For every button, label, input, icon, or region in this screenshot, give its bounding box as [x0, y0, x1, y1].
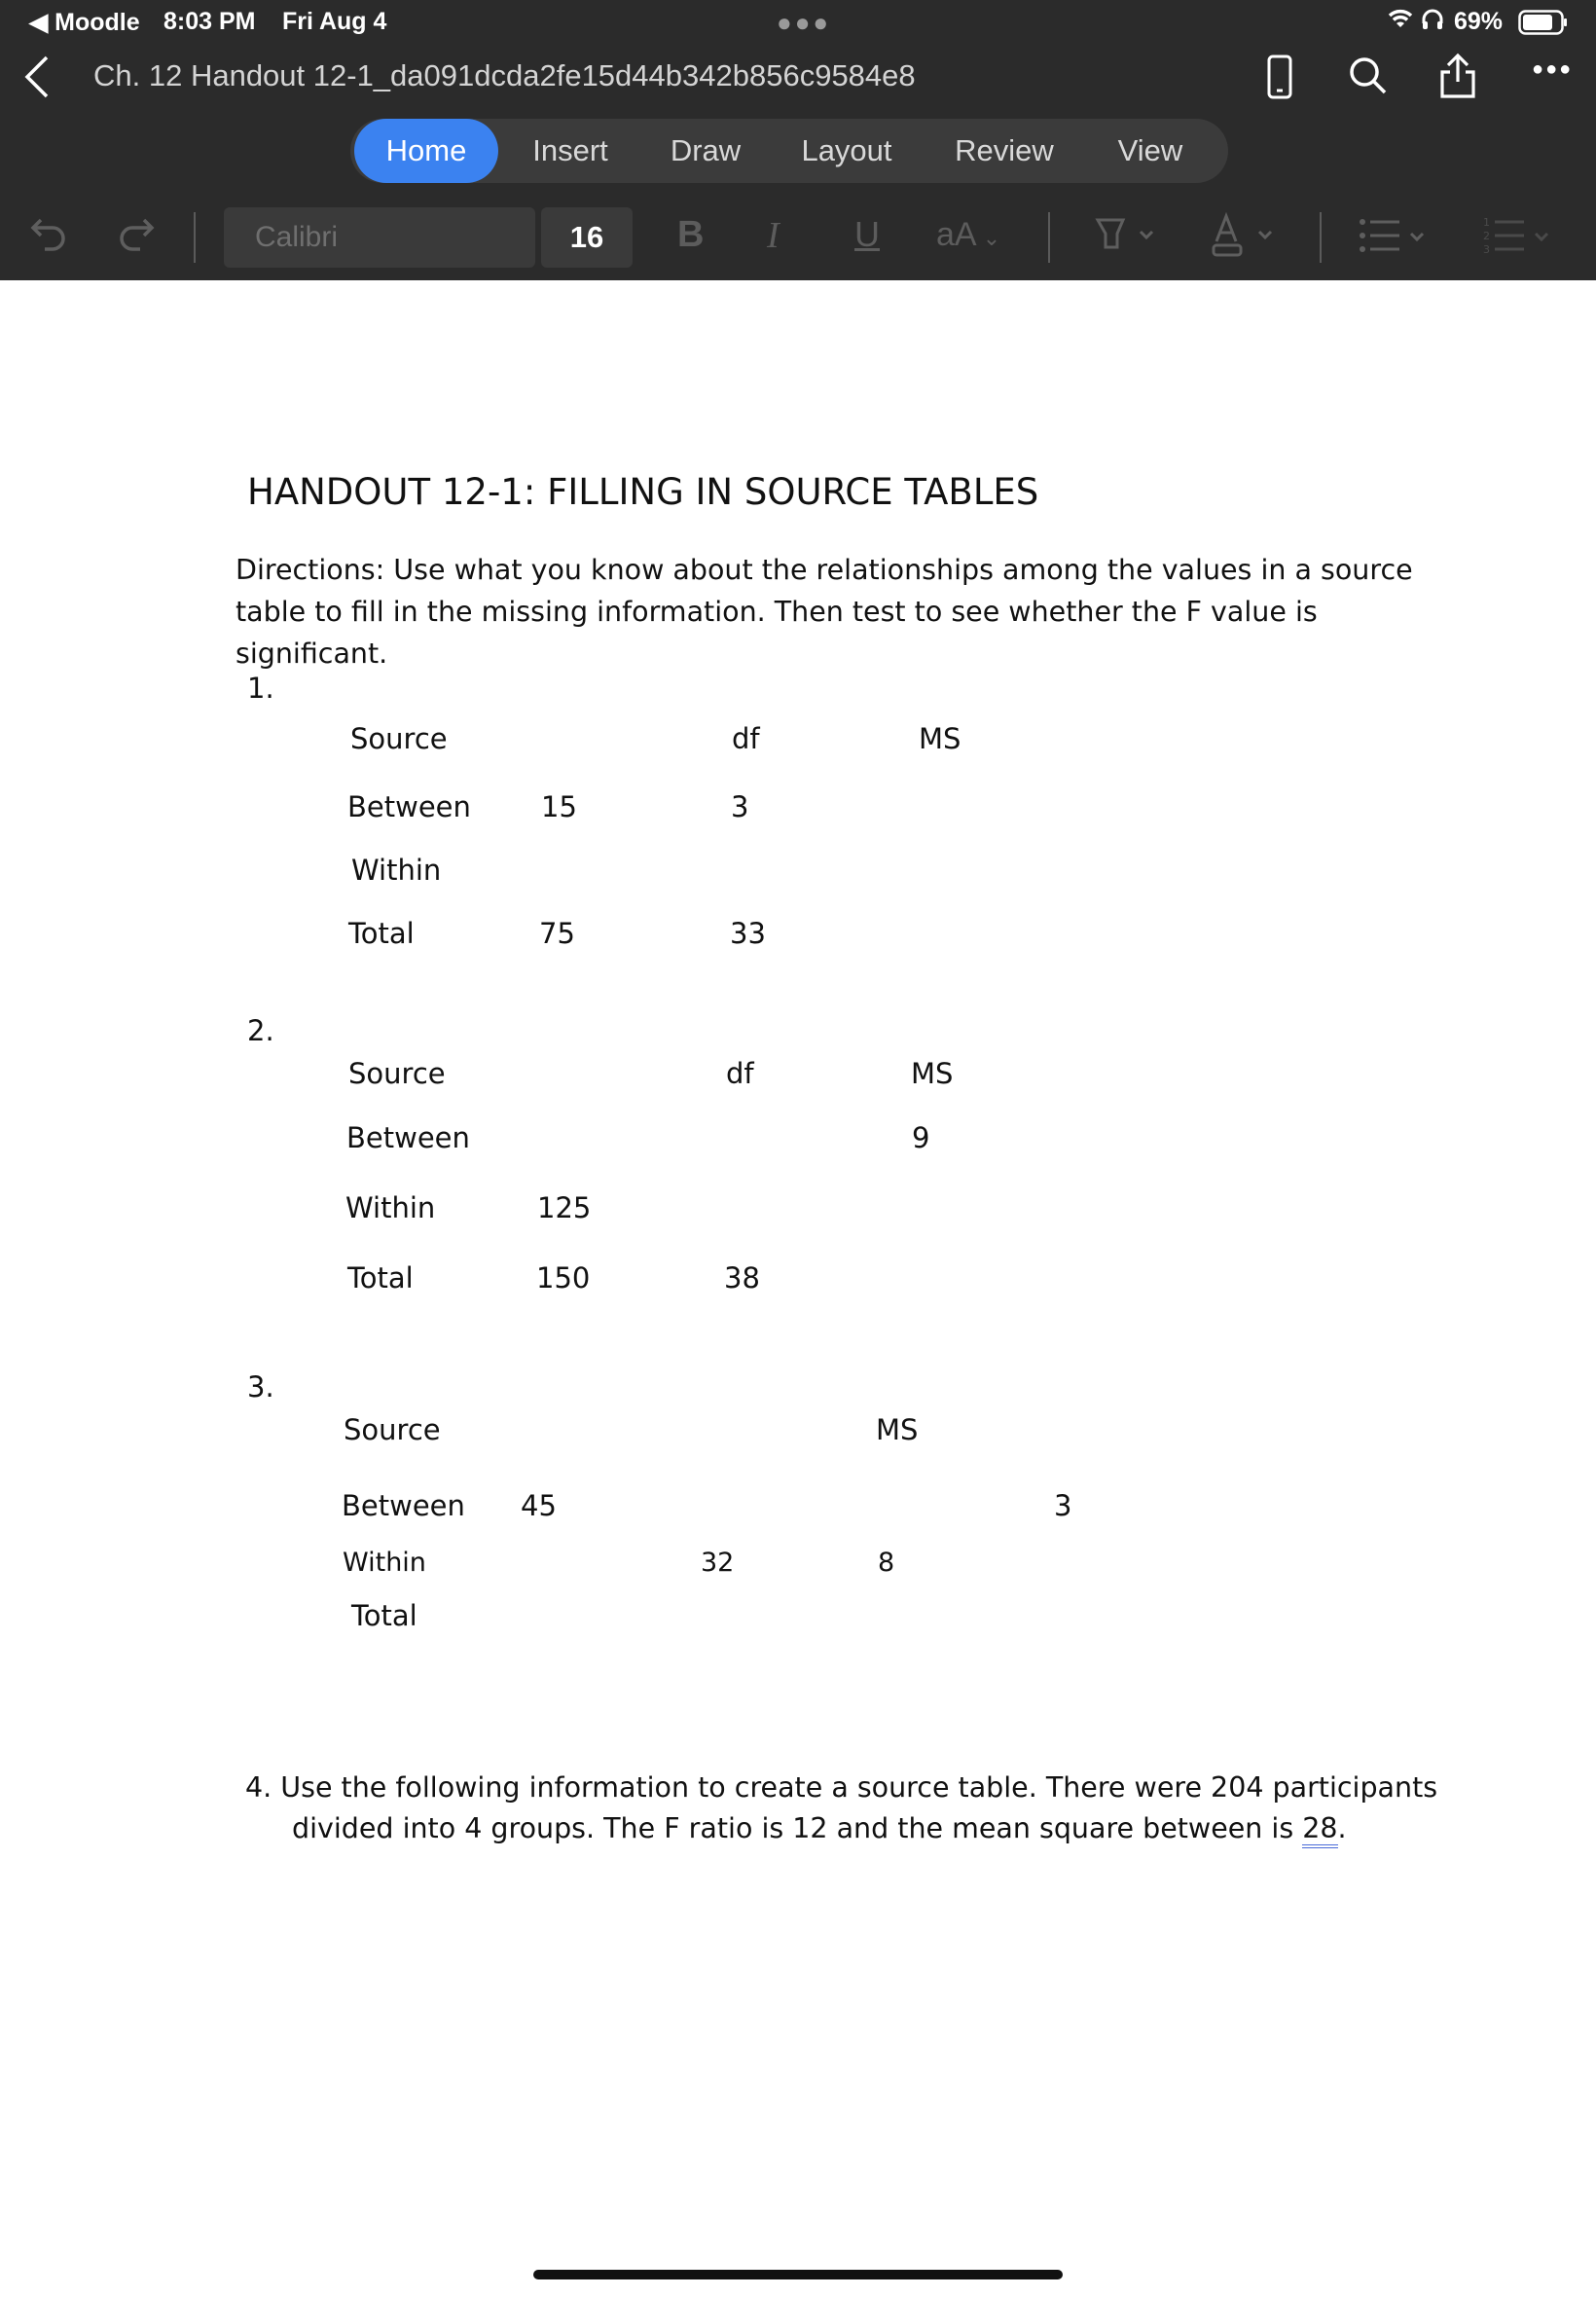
- cell-value: 45: [521, 1489, 557, 1522]
- cell-value: 3: [1054, 1489, 1072, 1522]
- mobile-view-icon[interactable]: [1267, 55, 1292, 104]
- header-source: Source: [348, 1057, 446, 1090]
- handout-heading: HANDOUT 12-1: FILLING IN SOURCE TABLES: [247, 471, 1039, 513]
- cell-value: 75: [539, 917, 575, 950]
- row-label-between: Between: [346, 1121, 470, 1154]
- problem-number: 1.: [247, 672, 274, 705]
- row-label-within: Within: [343, 1548, 426, 1578]
- font-color-icon[interactable]: [1211, 212, 1281, 264]
- back-chevron-icon[interactable]: [23, 55, 51, 104]
- more-options-icon[interactable]: ●●●: [1532, 58, 1574, 80]
- cell-value: 15: [541, 790, 577, 823]
- toolbar-divider: [194, 212, 196, 263]
- cell-value: 150: [536, 1261, 591, 1294]
- tab-layout[interactable]: Layout: [801, 133, 892, 167]
- directions-line: table to fill in the missing information. Then test to see whether the F value is: [236, 596, 1318, 628]
- bullet-list-icon[interactable]: [1359, 216, 1431, 264]
- font-name-field[interactable]: Calibri: [224, 207, 535, 268]
- header-source: Source: [344, 1413, 441, 1446]
- back-to-app-link[interactable]: ◀ Moodle: [29, 9, 140, 36]
- header-source: Source: [350, 722, 448, 755]
- tab-home[interactable]: Home: [354, 119, 498, 183]
- cell-value: 32: [701, 1548, 735, 1578]
- underline-button[interactable]: U: [854, 214, 880, 254]
- tab-view[interactable]: View: [1117, 133, 1183, 167]
- italic-button[interactable]: I: [767, 215, 780, 256]
- highlighter-icon[interactable]: [1094, 214, 1162, 262]
- tab-insert[interactable]: Insert: [532, 133, 608, 167]
- svg-text:1: 1: [1483, 216, 1490, 229]
- redo-icon[interactable]: [115, 212, 158, 260]
- battery-icon: [1518, 10, 1569, 40]
- ribbon-tabs: [350, 119, 1228, 183]
- problem-number: 3.: [247, 1370, 274, 1404]
- problem-4-line: 4. Use the following information to create a source table. There were 204 participants: [245, 1771, 1438, 1804]
- tab-review[interactable]: Review: [955, 133, 1054, 167]
- cell-value: 125: [537, 1191, 592, 1224]
- directions: [236, 549, 1413, 675]
- row-label-within: Within: [351, 854, 442, 887]
- header-df: df: [732, 722, 760, 755]
- cell-value: 3: [731, 790, 749, 823]
- directions-line: Directions: Use what you know about the relationships among the values in a source: [236, 554, 1413, 586]
- problem-4-line: [245, 1808, 1437, 1849]
- header-ms: MS: [919, 722, 961, 755]
- change-case-button[interactable]: aA ⌄: [936, 216, 1001, 253]
- directions-line: significant.: [236, 638, 388, 670]
- bold-button[interactable]: B: [677, 214, 705, 255]
- back-app-label: Moodle: [54, 9, 140, 36]
- problem-4-end: .: [1337, 1812, 1347, 1844]
- header-ms: MS: [911, 1057, 954, 1090]
- home-indicator[interactable]: [533, 2270, 1063, 2279]
- cell-value: 9: [912, 1121, 930, 1154]
- tab-draw[interactable]: Draw: [670, 133, 742, 167]
- row-label-between: Between: [342, 1489, 465, 1522]
- toolbar-divider: [1320, 212, 1322, 263]
- numbered-list-icon[interactable]: [1483, 216, 1555, 264]
- status-date: Fri Aug 4: [282, 8, 387, 35]
- problem-number: 2.: [247, 1014, 274, 1047]
- share-icon[interactable]: [1438, 53, 1477, 104]
- row-label-total: Total: [348, 917, 415, 950]
- row-label-within: Within: [345, 1191, 436, 1224]
- problem-4-text: divided into 4 groups. The F ratio is 12 and the mean square between is: [292, 1812, 1303, 1844]
- spellcheck-flagged-value[interactable]: 28: [1302, 1812, 1337, 1848]
- header-df: df: [726, 1057, 754, 1090]
- problem-4: [245, 1768, 1437, 1849]
- row-label-between: Between: [347, 790, 471, 823]
- status-time: 8:03 PM: [163, 8, 256, 35]
- header-ms: MS: [876, 1413, 919, 1446]
- undo-icon[interactable]: [27, 212, 70, 260]
- headphones-icon: [1421, 8, 1444, 36]
- svg-text:3: 3: [1483, 243, 1490, 256]
- battery-percent: 69%: [1454, 8, 1504, 35]
- cell-value: 8: [878, 1548, 895, 1578]
- multitask-dots-icon[interactable]: ●●●: [777, 8, 832, 37]
- cell-value: 38: [724, 1261, 760, 1294]
- row-label-total: Total: [347, 1261, 414, 1294]
- app-chrome: [0, 0, 1596, 280]
- toolbar-divider: [1048, 212, 1050, 263]
- font-size-field[interactable]: 16: [541, 207, 633, 268]
- wifi-icon: [1386, 6, 1415, 36]
- row-label-total: Total: [351, 1599, 417, 1632]
- search-icon[interactable]: [1349, 56, 1388, 100]
- svg-text:2: 2: [1483, 230, 1490, 242]
- document-title: Ch. 12 Handout 12-1_da091dcda2fe15d44b342b856c9584e8: [93, 58, 916, 92]
- change-case-label: aA: [936, 216, 977, 253]
- cell-value: 33: [730, 917, 766, 950]
